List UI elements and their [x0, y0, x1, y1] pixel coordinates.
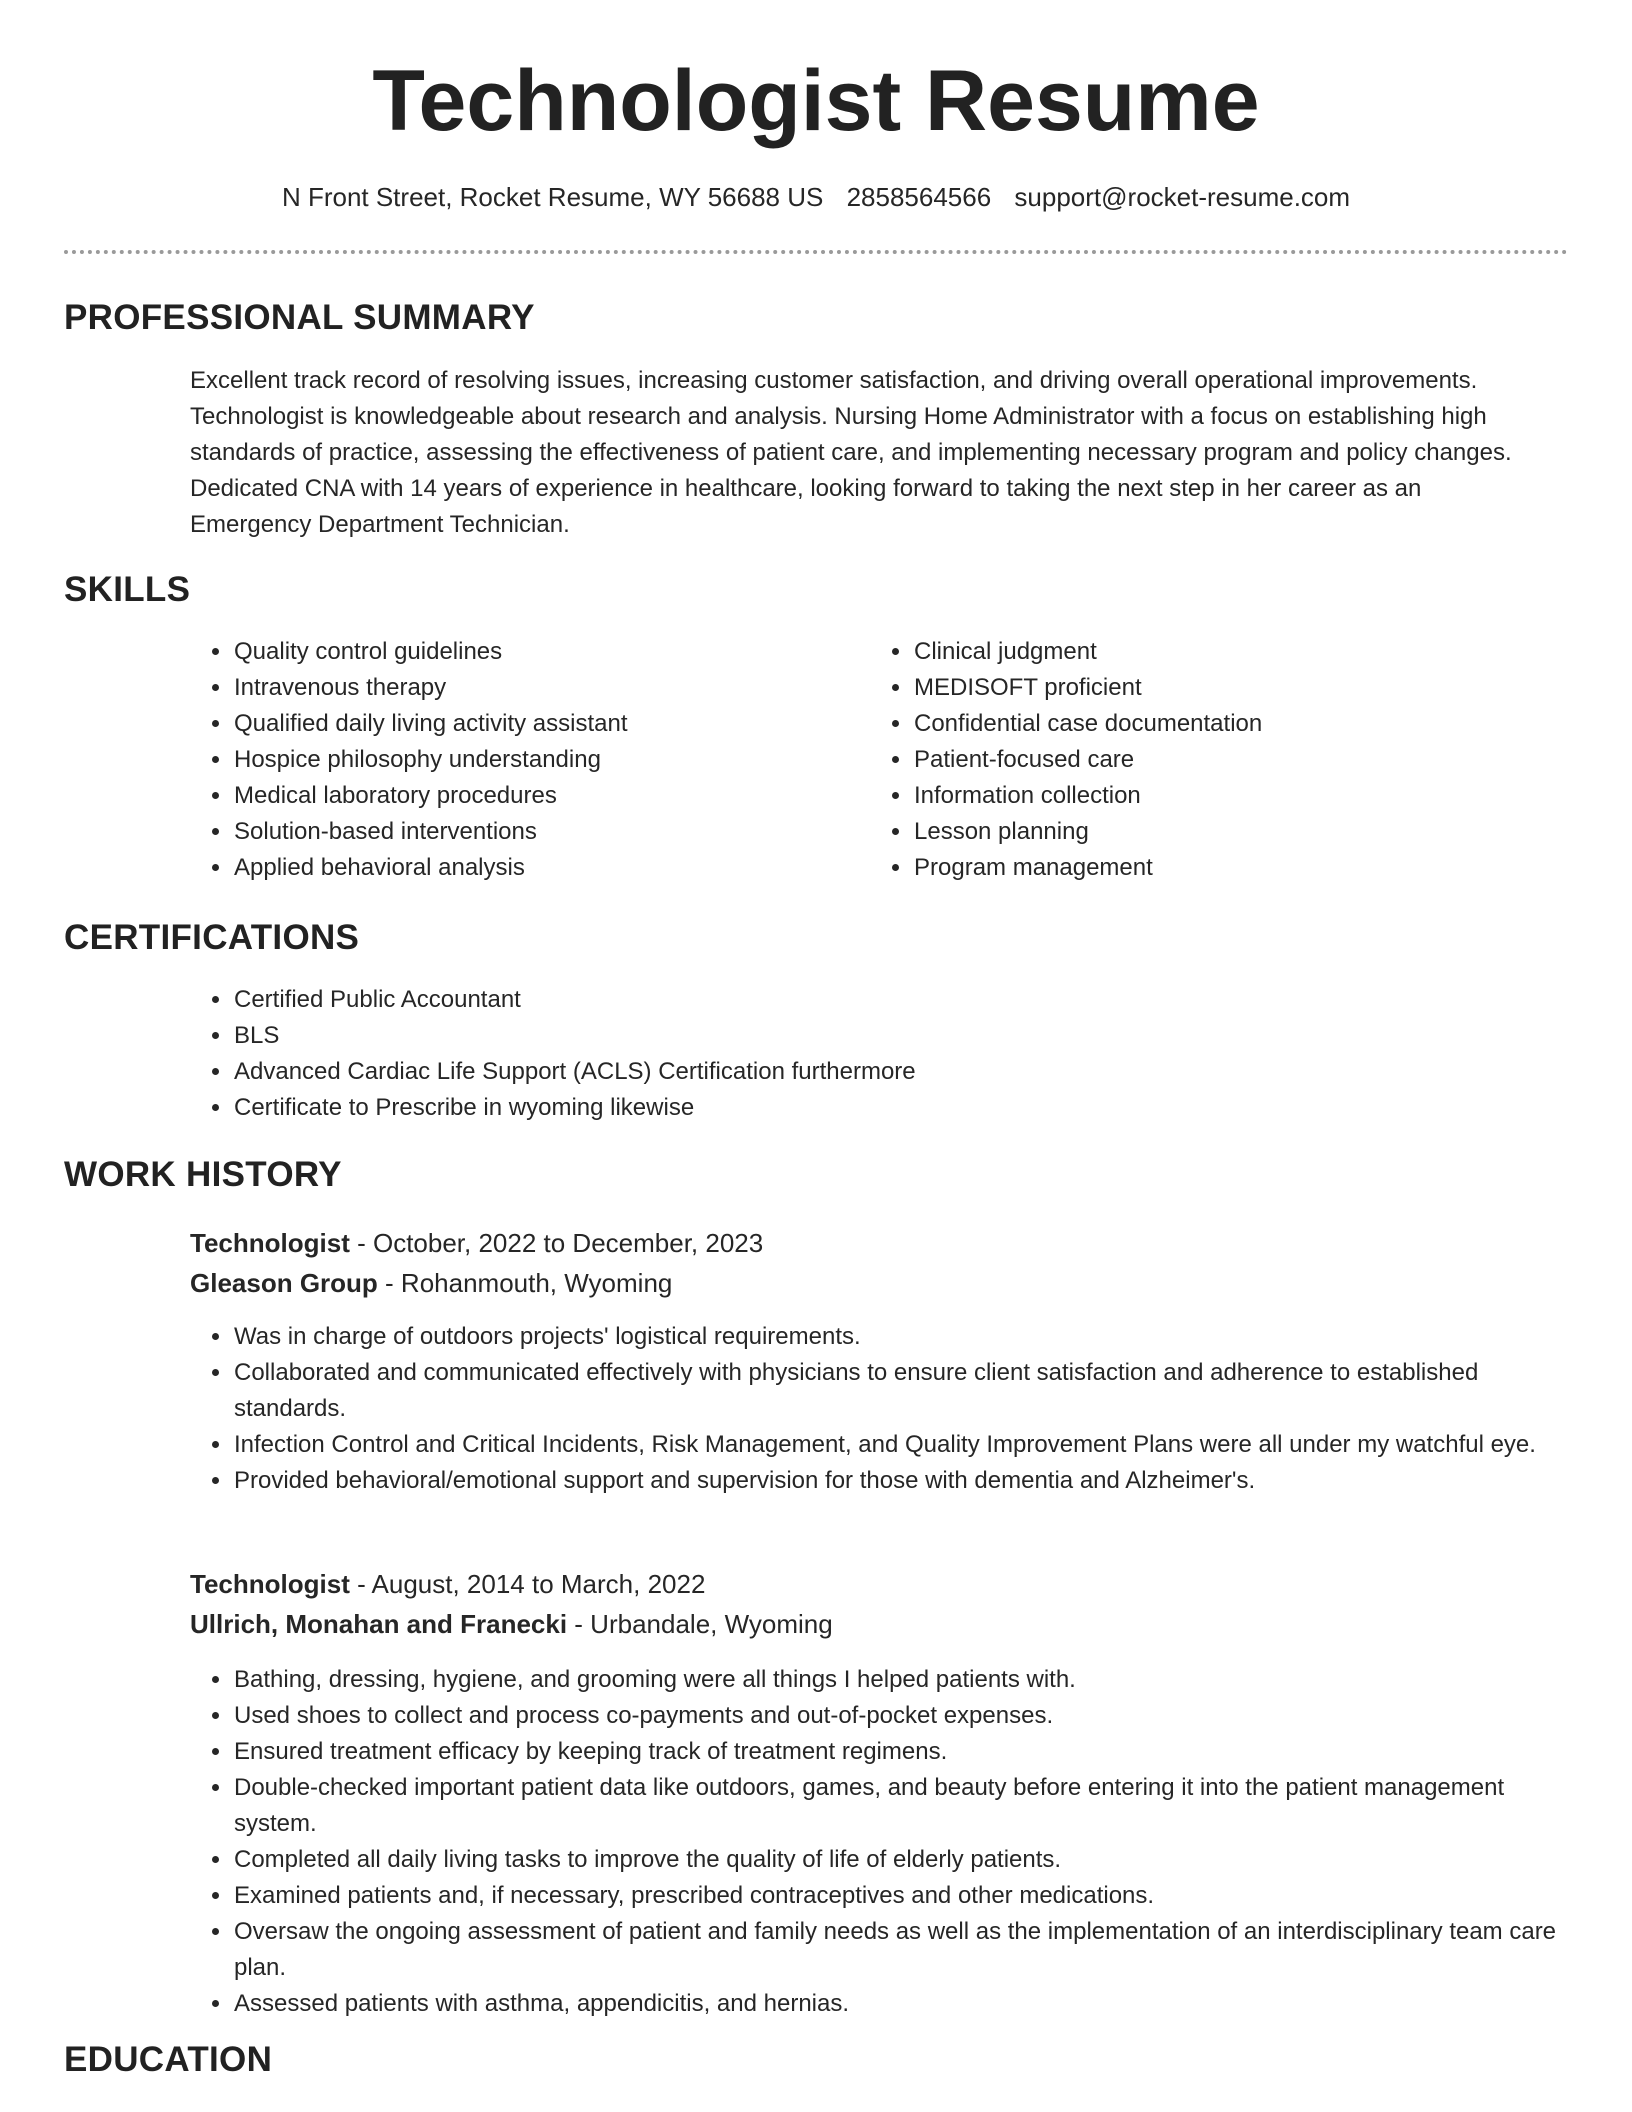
certification-item: • Advanced Cardiac Life Support (ACLS) Certification furthermore — [233, 1054, 1570, 1090]
job-bullet: • Double-checked important patient data like outdoors, games, and beauty before entering it into the patient management system. — [233, 1770, 1570, 1842]
job-bullet: • Examined patients and, if necessary, prescribed contraceptives and other medications. — [233, 1878, 1570, 1914]
skills-column-right — [870, 634, 1550, 886]
summary-heading: PROFESSIONAL SUMMARY — [64, 298, 535, 337]
skill-item: • MEDISOFT proficient — [913, 670, 1550, 706]
certification-item: • Certified Public Accountant — [233, 982, 1570, 1018]
contact-address: N Front Street, Rocket Resume, WY 56688 US — [281, 182, 824, 212]
skill-item: • Applied behavioral analysis — [233, 850, 870, 886]
job-role: Technologist — [190, 1228, 350, 1258]
skill-item: • Lesson planning — [913, 814, 1550, 850]
contact-phone: 2858564566 — [846, 182, 992, 212]
skills-heading: SKILLS — [64, 570, 191, 609]
job-company-line — [190, 1604, 1570, 1644]
summary-line: Excellent track record of resolving issues, increasing customer satisfaction, and driving overall operational improvements. — [190, 367, 1478, 394]
skill-item: • Patient-focused care — [913, 742, 1550, 778]
skills-column-left — [190, 634, 870, 886]
job-bullets — [190, 1319, 1570, 1499]
job-entry — [190, 1564, 1570, 1644]
job-location: - Urbandale, Wyoming — [567, 1609, 833, 1639]
job-dates: - October, 2022 to December, 2023 — [349, 1228, 764, 1258]
education-heading: EDUCATION — [64, 2040, 273, 2079]
contact-email[interactable]: support@rocket-resume.com — [1014, 182, 1351, 212]
job-company-line — [190, 1263, 1570, 1303]
summary-line: standards of practice, assessing the effectiveness of patient care, and implementing necessary program and policy changes. — [190, 439, 1512, 466]
summary-text — [190, 363, 1570, 543]
certification-item: • BLS — [233, 1018, 1570, 1054]
job-bullet: • Provided behavioral/emotional support and supervision for those with dementia and Alzheimer's. — [233, 1463, 1570, 1499]
header-divider — [64, 250, 1568, 254]
resume-title: Technologist Resume — [372, 53, 1260, 149]
job-bullet: • Completed all daily living tasks to improve the quality of life of elderly patients. — [233, 1842, 1570, 1878]
job-bullet: • Bathing, dressing, hygiene, and grooming were all things I helped patients with. — [233, 1662, 1570, 1698]
skill-item: • Qualified daily living activity assistant — [233, 706, 870, 742]
job-company: Ullrich, Monahan and Franecki — [190, 1609, 568, 1639]
contact-line — [0, 182, 1632, 213]
skill-item: • Information collection — [913, 778, 1550, 814]
job-bullet: • Infection Control and Critical Incidents, Risk Management, and Quality Improvement Plans were all under my watchful eye. — [233, 1427, 1570, 1463]
job-bullet: • Was in charge of outdoors projects' logistical requirements. — [233, 1319, 1570, 1355]
work-history-heading: WORK HISTORY — [64, 1155, 342, 1194]
skill-item: • Clinical judgment — [913, 634, 1550, 670]
job-title-line — [190, 1223, 1570, 1263]
certifications-list — [190, 982, 1570, 1126]
skill-item: • Confidential case documentation — [913, 706, 1550, 742]
job-company: Gleason Group — [190, 1268, 378, 1298]
skill-item: • Hospice philosophy understanding — [233, 742, 870, 778]
skill-item: • Medical laboratory procedures — [233, 778, 870, 814]
summary-line: Technologist is knowledgeable about research and analysis. Nursing Home Administrator with a focus on establishing high — [190, 403, 1487, 430]
skills-list — [190, 634, 1570, 886]
skill-item: • Intravenous therapy — [233, 670, 870, 706]
job-bullet: • Ensured treatment efficacy by keeping track of treatment regimens. — [233, 1734, 1570, 1770]
job-bullet: • Oversaw the ongoing assessment of patient and family needs as well as the implementation of an interdisciplinary team care plan. — [233, 1914, 1570, 1986]
job-location: - Rohanmouth, Wyoming — [377, 1268, 673, 1298]
skill-item: • Quality control guidelines — [233, 634, 870, 670]
job-dates: - August, 2014 to March, 2022 — [349, 1569, 706, 1599]
job-entry — [190, 1223, 1570, 1303]
job-role: Technologist — [190, 1569, 350, 1599]
job-bullets — [190, 1662, 1570, 2022]
job-bullet: • Collaborated and communicated effectively with physicians to ensure client satisfaction and adherence to established standards. — [233, 1355, 1570, 1427]
certification-item: • Certificate to Prescribe in wyoming likewise — [233, 1090, 1570, 1126]
skill-item: • Solution-based interventions — [233, 814, 870, 850]
job-bullet: • Assessed patients with asthma, appendicitis, and hernias. — [233, 1986, 1570, 2022]
skill-item: • Program management — [913, 850, 1550, 886]
summary-line: Emergency Department Technician. — [190, 511, 570, 538]
summary-line: Dedicated CNA with 14 years of experience in healthcare, looking forward to taking the next step in her career as an — [190, 475, 1422, 502]
job-title-line — [190, 1564, 1570, 1604]
job-bullet: • Used shoes to collect and process co-payments and out-of-pocket expenses. — [233, 1698, 1570, 1734]
certifications-heading: CERTIFICATIONS — [64, 918, 360, 957]
